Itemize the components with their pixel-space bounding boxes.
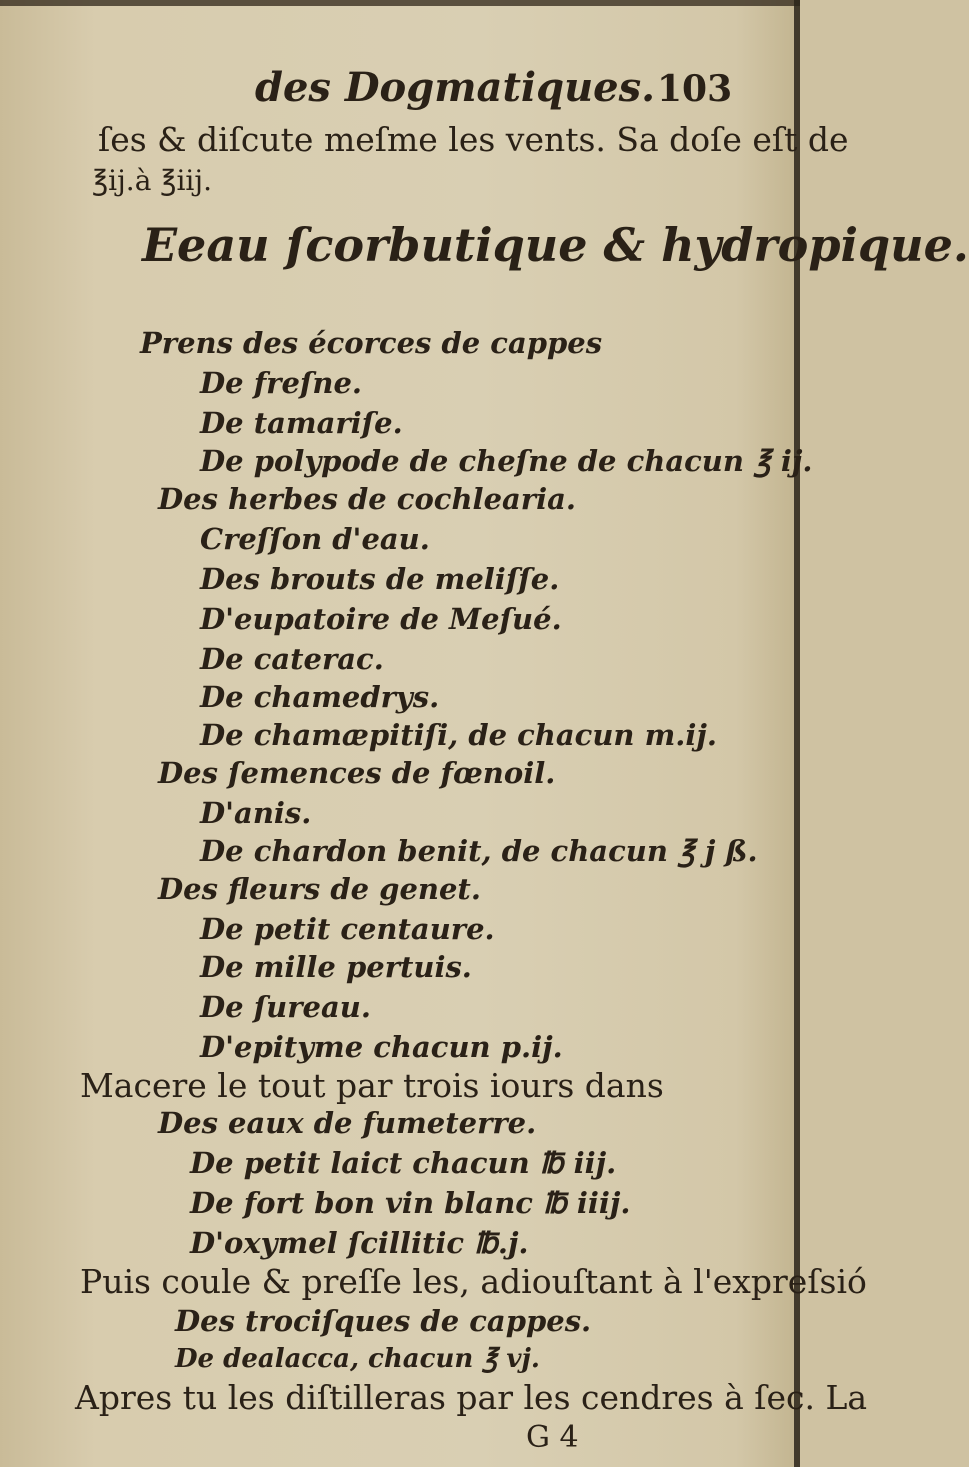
ingredient-line: De ſureau. [200,990,371,1024]
ingredient-line: Des herbes de cochlearia. [158,482,576,516]
water-line: D'oxymel ſcillitic ℔.j. [190,1226,529,1260]
ingredient-line: Creſſon d'eau. [200,522,430,556]
page-number: 103 [657,68,733,110]
ingredient-line: Prens des écorces de cappes [140,326,603,360]
recipe-heading: Eeau ſcorbutique & hydropique. [142,218,969,272]
text-line-1: ſes & diſcute meſme les vents. Sa doſe eſt de [98,120,849,159]
ingredient-line: D'anis. [200,796,312,830]
ingredient-line: D'epityme chacun p.ij. [200,1030,563,1064]
trochisque-line: Des trociſques de cappes. [175,1304,592,1338]
ingredient-line: Des ſemences de fœnoil. [158,756,556,790]
ingredient-line: D'eupatoire de Meſué. [200,602,562,636]
water-line: De fort bon vin blanc ℔ iiij. [190,1186,631,1220]
ingredient-line: Des brouts de meliſſe. [200,562,560,596]
ingredient-line: De caterac. [200,642,384,676]
ingredient-line: De chamedrys. [200,680,440,714]
text-line-macere: Macere le tout par trois iours dans [80,1066,664,1105]
top-edge-shadow [0,0,800,6]
running-title: des Dogmatiques. [255,64,656,111]
ingredient-line: De chardon benit, de chacun ℥ j ß. [200,834,758,868]
ingredient-line: De freſne. [200,366,363,400]
ingredient-line: De polypode de cheſne de chacun ℥ ij. [200,444,813,478]
text-line-2: ℥ij.à ℥iij. [92,164,212,197]
ingredient-line: De petit centaure. [200,912,495,946]
ingredient-line: De mille pertuis. [200,950,472,984]
signature-mark: G 4 [526,1420,579,1455]
ingredient-line: De chamæpitiſi, de chacun m.ij. [200,718,717,752]
ingredient-line: De tamariſe. [200,406,403,440]
water-line: De petit laict chacun ℔ iij. [190,1146,617,1180]
ingredient-line: Des fleurs de genet. [158,872,481,906]
text-line-apres: Apres tu les diſtilleras par les cendres à ſec. La [75,1378,868,1417]
water-line: Des eaux de fumeterre. [158,1106,537,1140]
running-header [255,64,733,114]
text-line-coule: Puis coule & preſſe les, adiouſtant à l'expreſsió [80,1262,867,1301]
trochisque-line: De dealacca, chacun ℥ vj. [175,1344,540,1374]
